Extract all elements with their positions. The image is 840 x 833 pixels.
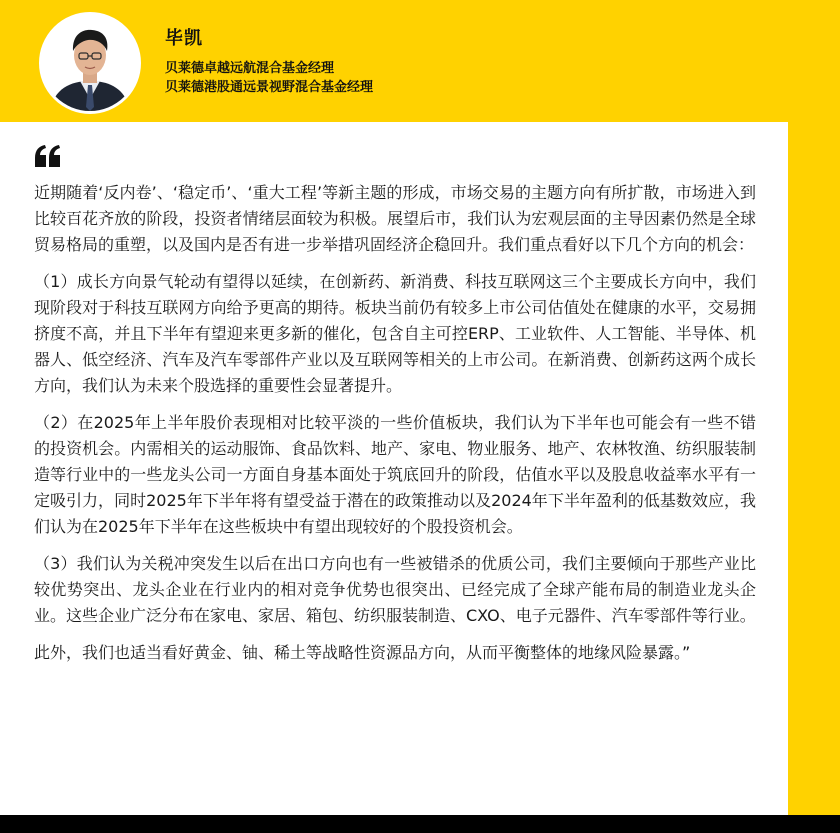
portrait-image (42, 15, 138, 111)
manager-title-2: 贝莱德港股通远景视野混合基金经理 (165, 80, 374, 95)
quote-open-icon (34, 144, 62, 168)
manager-title-1: 贝莱德卓越远航混合基金经理 (165, 61, 335, 76)
header-banner (0, 0, 840, 122)
quote-paragraph-3: （3）我们认为关税冲突发生以后在出口方向也有一些被错杀的优质公司，我们主要倾向于那些产业比较优势突出、龙头企业在行业内的相对竞争优势也很突出、已经完成了全球产能布局的制造业龙头企业。这些企业广泛分布在家电、家居、箱包、纺织服装制造、CXO、电子元器件、汽车零部件等行业。 (34, 554, 756, 625)
quote-paragraph-intro: 近期随着‘反内卷’、‘稳定币’、‘重大工程’等新主题的形成，市场交易的主题方向有所扩散，市场进入到比较百花齐放的阶段，投资者情绪层面较为积极。展望后市，我们认为宏观层面的主导因素仍然是全球贸易格局的重塑，以及国内是否有进一步举措巩固经济企稳回升。我们重点看好以下几个方向的机会： (34, 183, 756, 254)
quote-body (34, 180, 756, 677)
manager-name: 毕凯 (165, 28, 203, 49)
quote-paragraph-2: （2）在2025年上半年股价表现相对比较平淡的一些价值板块，我们认为下半年也可能会有一些不错的投资机会。内需相关的运动服饰、食品饮料、地产、家电、物业服务、地产、农林牧渔、纺织服装制造等行业中的一些龙头公司一方面自身基本面处于筑底回升的阶段，估值水平以及股息收益率水平有一定吸引力，同时2025年下半年将有望受益于潜在的政策推动以及2024年下半年盈利的低基数效应，我们认为在2025年下半年在这些板块中有望出现较好的个股投资机会。 (34, 413, 756, 536)
quote-card (0, 122, 788, 815)
quote-paragraph-1: （1）成长方向景气轮动有望得以延续，在创新药、新消费、科技互联网这三个主要成长方向中，我们现阶段对于科技互联网方向给予更高的期待。板块当前仍有较多上市公司估值处在健康的水平，交易拥挤度不高，并且下半年有望迎来更多新的催化，包含自主可控ERP、工业软件、人工智能、半导体、机器人、低空经济、汽车及汽车零部件产业以及互联网等相关的上市公司。在新消费、创新药这两个成长方向，我们认为未来个股选择的重要性会显著提升。 (34, 272, 756, 395)
footer-bar (0, 815, 840, 833)
avatar (39, 12, 141, 114)
quote-paragraph-closing: 此外，我们也适当看好黄金、铀、稀土等战略性资源品方向，从而平衡整体的地缘风险暴露。” (34, 643, 691, 662)
